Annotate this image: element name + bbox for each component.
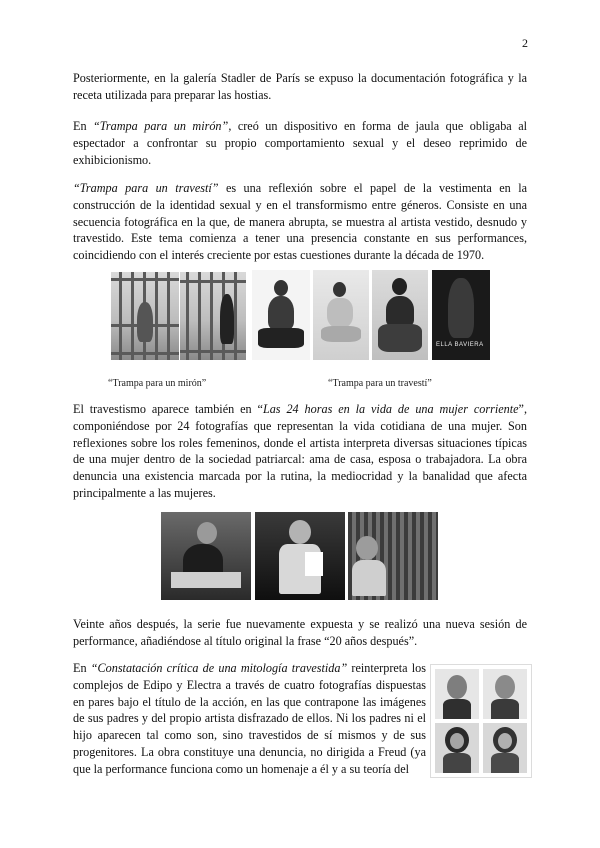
paragraph-3: “Trampa para un travestí” es una reflexión sobre el papel de la vestimenta en la construcción de la identidad sexual y en el transformismo entre géneros. Consiste en una secuencia fotográfica en la que, de manera abrupta, se muestra al artista vestido, desnudo y travestido. Este tema comienza a tener una presencia constante en sus performances, coincidiendo con el interés creciente por estas cuestiones durante la década de 1970. bbox=[73, 181, 527, 263]
photo-trampa-travesti-3 bbox=[372, 270, 428, 360]
paragraph-5: Veinte años después, la serie fue nuevamente expuesta y se realizó una nueva sesión de performance, añadiéndose al título original la frase “20 años después”. bbox=[73, 617, 527, 648]
photo-constatacion-artist-as-father bbox=[483, 669, 527, 719]
caption-trampa-miron: “Trampa para un mirón” bbox=[108, 378, 207, 389]
work-title-miron: “Trampa para un mirón” bbox=[93, 119, 229, 133]
photo-constatacion-artist-as-mother bbox=[483, 723, 527, 773]
photo-constatacion-mother bbox=[435, 723, 479, 773]
work-title-travesti: “Trampa para un travestí” bbox=[73, 181, 219, 195]
photo-trampa-travesti-1 bbox=[252, 270, 310, 360]
paragraph-1: Posteriormente, en la galería Stadler de París se expuso la documentación fotográfica y la receta utilizada para preparar las hostias. bbox=[73, 71, 527, 102]
work-title-24-horas: Las 24 horas en la vida de una mujer corriente bbox=[262, 402, 519, 416]
paragraph-4: El travestismo aparece también en “Las 24 horas en la vida de una mujer corriente”, componiéndose por 24 fotografías que representan la vida cotidiana de una mujer. Son reflexiones sobre los roles femeninos, donde el artista interpreta diversas situaciones típicas de una mujer dentro de la sociedad patriarcal: ama de casa, esposa o trabajadora. La obra denuncia una existencia marcada por la rutina, la mediocridad y la banalidad que afecta principalmente a las mujeres. bbox=[73, 402, 527, 500]
page-number: 2 bbox=[522, 36, 528, 50]
photo-constatacion-father bbox=[435, 669, 479, 719]
photo-trampa-travesti-poster bbox=[432, 270, 490, 360]
photo-24-horas-1 bbox=[161, 512, 251, 600]
paragraph-2: En “Trampa para un mirón”, creó un dispositivo en forma de jaula que obligaba al espectador a confrontar su propio comportamiento sexual y el deseo reprimido de exhibicionismo. bbox=[73, 119, 527, 167]
photo-24-horas-2 bbox=[255, 512, 345, 600]
paragraph-6: En “Constatación crítica de una mitología travestida” reinterpreta los complejos de Edipo y Electra a través de cuatro fotografías dispuestas en pares bajo el título de la acción, en las que contrapone las imágenes de sus padres y del propio artista disfrazado de ellos. Ni los padres ni el hijo aparecen tal como son, sino travestidos de sí mismos y de sus progenitores. La obra constituye una denuncia, no dirigida a Freud (ya que la performance funciona como un homenaje a él y a su teoría del bbox=[73, 661, 426, 776]
caption-trampa-travesti: “Trampa para un travestí” bbox=[328, 378, 432, 389]
photo-constatacion-grid bbox=[430, 664, 532, 778]
photo-24-horas-3 bbox=[348, 512, 438, 600]
poster-text: ELLA BAVIERA bbox=[436, 342, 484, 348]
photo-trampa-miron-2 bbox=[180, 272, 246, 360]
work-title-constatacion: “Constatación crítica de una mitología travestida” bbox=[90, 661, 348, 675]
photo-trampa-travesti-2 bbox=[313, 270, 369, 360]
photo-trampa-miron-1 bbox=[111, 272, 179, 360]
